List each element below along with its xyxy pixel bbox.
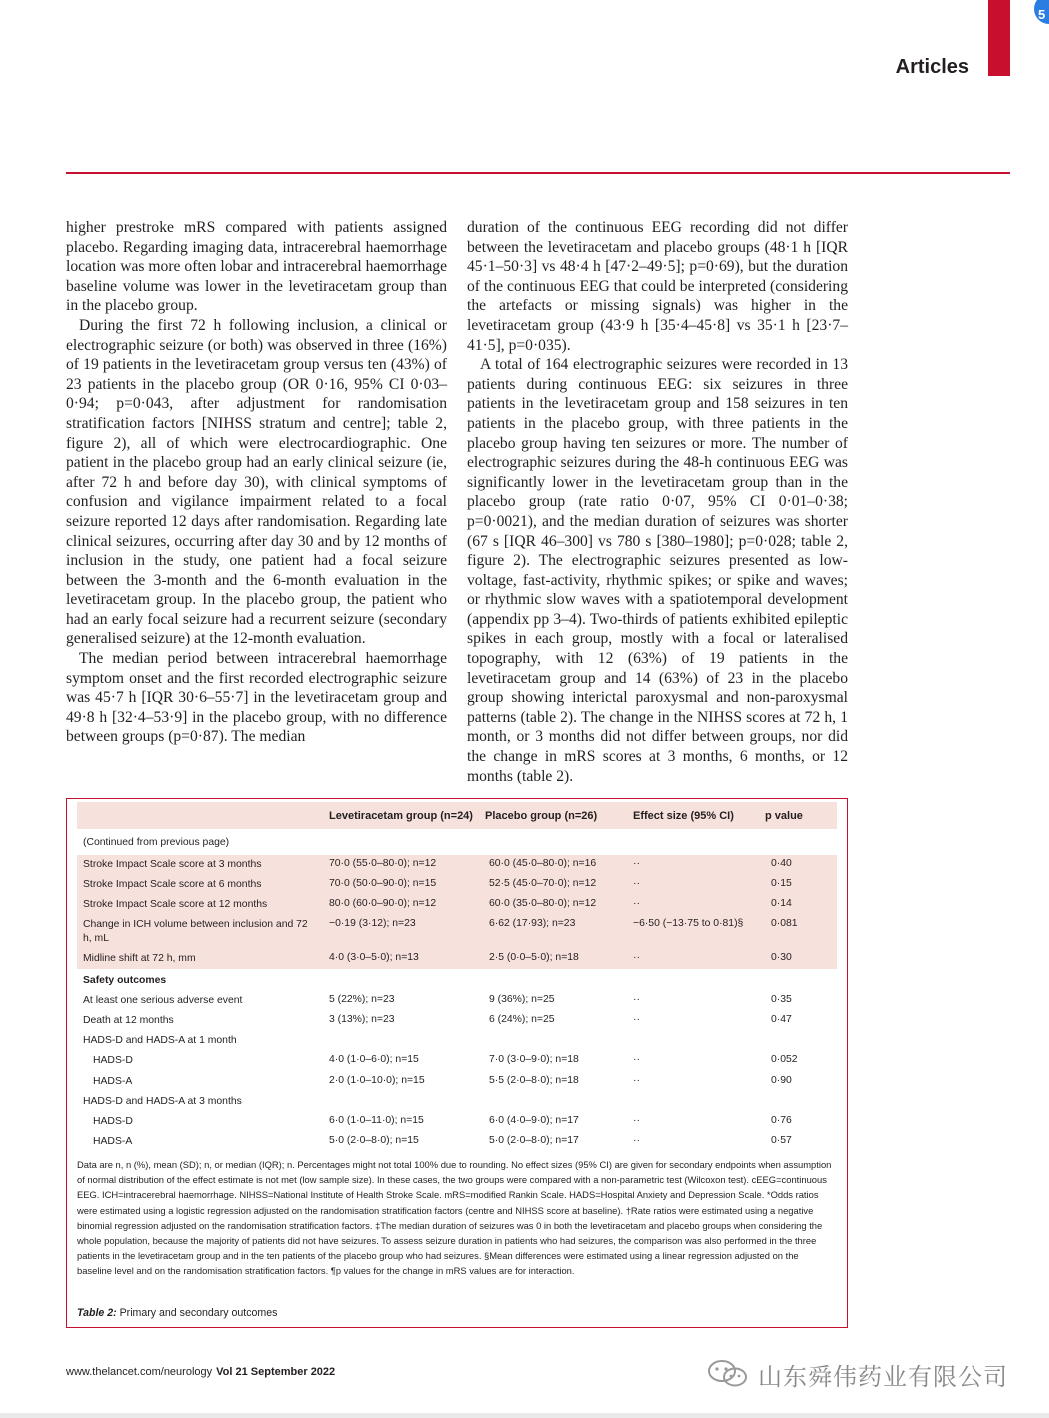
- column-header: Effect size (95% CI): [633, 810, 734, 822]
- table-row: (Continued from previous page): [83, 837, 230, 848]
- paragraph: duration of the continuous EEG recording did not differ between the levetiracetam and placebo groups (48·1 h [IQR 45·1–50·3] vs 48·4 h [47·2–49·5]; p=0·69), but the duration of the continuous EEG that could be interpreted (considering the artefacts or missing signals) was higher in the levetiracetam group (43·9 h [35·4–45·8] vs 35·1 h [23·7–41·5], p=0·035).: [467, 219, 848, 354]
- watermark: [706, 1354, 1016, 1394]
- table-row: HADS-D 4·0 (1·0–6·0); n=15 7·0 (3·0–9·0); n=18 ·· 0·052: [93, 1054, 798, 1066]
- header-rule: [66, 172, 1010, 174]
- paragraph: A total of 164 electrographic seizures were recorded in 13 patients during continuous EEG: six seizures in three patients in the levetiracetam group and 158 seizures in ten patients in the placebo group, with three patients in the placebo group having ten seizures or more. The number of electrographic seizures during the 48-h continuous EEG was significantly lower in the levetiracetam group than in the placebo group (rate ratio 0·07, 95% CI 0·01–0·38; p=0·0021), and the median duration of seizures was shorter (67 s [IQR 46–300] vs 780 s [380–1980]; p=0·028; table 2, figure 2). The electrographic seizures presented as low-voltage, fast-activity, rhythmic spikes; or spike and waves; or rhythmic slow waves with a spatiotemporal development (appendix pp 3–4). Two-thirds of patients exhibited epileptic spikes in each group, mostly with a focal or lateralised topography, with 12 (63%) of 19 patients in the levetiracetam group and 14 (63%) of 23 in the placebo group showing interictal paroxysmal and non-paroxysmal patterns (table 2). The change in the NIHSS scores at 72 h, 1 month, or 3 months did not differ between groups, nor did the change in mRS scores at 3 months, 6 months, or 12 months (table 2).: [467, 356, 848, 785]
- column-header: Placebo group (n=26): [485, 810, 598, 822]
- table-caption-label: Table 2:: [77, 1307, 117, 1319]
- column-header: p value: [765, 810, 803, 822]
- paragraph: The median period between intracerebral haemorrhage symptom onset and the first recorded electrographic seizure was 45·7 h [IQR 30·6–55·7] in the levetiracetam group and 49·8 h [32·4–53·9] in the placebo group, with no difference between groups (p=0·87). The median: [66, 650, 447, 746]
- journal-color-tab: [988, 0, 1010, 76]
- table-2: [66, 798, 848, 1328]
- table-row: Change in ICH volume between inclusion and 72 h, mL −0·19 (3·12); n=23 6·62 (17·93); n=23 −6·50 (−13·75 to 0·81)§ 0·081: [77, 915, 837, 949]
- body-column-right: [467, 218, 848, 786]
- table-row: HADS-D and HADS-A at 1 month: [83, 1035, 237, 1046]
- page-bottom-edge: [0, 1413, 1049, 1418]
- wechat-icon: [706, 1358, 750, 1390]
- table-header-row: [77, 802, 837, 829]
- table-row: Stroke Impact Scale score at 12 months 80·0 (60·0–90·0); n=12 60·0 (35·0–80·0); n=12 ·· 0·14: [77, 895, 837, 915]
- table-row: At least one serious adverse event 5 (22%); n=23 9 (36%); n=25 ·· 0·35: [83, 994, 792, 1006]
- body-column-left: [66, 218, 447, 747]
- paragraph: higher prestroke mRS compared with patients assigned placebo. Regarding imaging data, intracerebral haemorrhage location was more often lobar and intracerebral haemorrhage baseline volume was lower in the levetiracetam group than in the placebo group.: [66, 219, 447, 315]
- page-footer: [66, 1366, 335, 1378]
- column-header: Levetiracetam group (n=24): [329, 810, 473, 822]
- watermark-text: 山东舜伟药业有限公司: [758, 1363, 1008, 1391]
- table-footnotes: Data are n, n (%), mean (SD); n, or median (IQR); n. Percentages might not total 100% due to rounding. No effect sizes (95% CI) are given for secondary endpoints when assumption of normal distribution of the effect estimate is not met (low sample size). In these cases, the two groups were compared with a non-parametric test (Wilcoxon test). cEEG=continuous EEG. ICH=intracerebral haemorrhage. NIHSS=National Institute of Health Stroke Scale. mRS=modified Rankin Scale. HADS=Hospital Anxiety and Depression Scale. *Odds ratios were estimated using a logistic regression adjusted on the randomisation stratification factors (centre and NIHSS score at baseline). †Rate ratios were estimated using a negative binomial regression adjusted on the randomisation stratification factors. ‡The median duration of seizures was 0 in both the levetiracetam and placebo groups when considering the whole population, because the majority of patients did not have seizures. To assess seizure duration in patients who had seizures, the comparison was also performed in the three patients in the levetiracetam group and in the ten patients of the placebo group who had seizures. §Mean differences were estimated using a linear regression adjusted on the baseline level and on the randomisation stratification factors. ¶p values for the change in mRS values are for interaction.: [77, 1159, 832, 1277]
- table-row: Stroke Impact Scale score at 3 months 70·0 (55·0–80·0); n=12 60·0 (45·0–80·0); n=16 ·· 0·40: [77, 855, 837, 875]
- journal-url: www.thelancet.com/neurology: [66, 1366, 213, 1378]
- journal-issue: Vol 21 September 2022: [216, 1366, 336, 1378]
- table-section-heading: Safety outcomes: [83, 975, 167, 986]
- table-row: Midline shift at 72 h, mm 4·0 (3·0–5·0); n=13 2·5 (0·0–5·0); n=18 ·· 0·30: [77, 949, 837, 969]
- section-title: Articles: [895, 56, 969, 78]
- overlay-badge-icon: 5: [1034, 0, 1049, 24]
- table-row: Death at 12 months 3 (13%); n=23 6 (24%); n=25 ·· 0·47: [83, 1014, 792, 1026]
- table-row: HADS-A 5·0 (2·0–8·0); n=15 5·0 (2·0–8·0); n=17 ·· 0·57: [93, 1135, 792, 1147]
- table-caption-text: Primary and secondary outcomes: [119, 1307, 278, 1319]
- paragraph: During the first 72 h following inclusion, a clinical or electrographic seizure (or both) was observed in three (16%) of 19 patients in the levetiracetam group versus ten (43%) of 23 patients in the placebo group (OR 0·16, 95% CI 0·03–0·94; p=0·043, after adjustment for randomisation stratification factors [NIHSS stratum and centre]; table 2, figure 2), all of which were electrocardiographic. One patient in the placebo group had an early clinical seizure (ie, after 72 h and before day 30), with clinical symptoms of confusion and vigilance impairment related to a focal seizure reported 12 days after randomisation. Regarding late clinical seizures, occurring after day 30 and by 12 months of inclusion in the study, one patient had a focal seizure between the 3-month and the 6-month evaluation in the levetiracetam group. In the placebo group, the patient who had an early focal seizure had a recurrent seizure (secondary generalised seizure) at the 12-month evaluation.: [66, 316, 447, 648]
- table-row: HADS-A 2·0 (1·0–10·0); n=15 5·5 (2·0–8·0); n=18 ·· 0·90: [93, 1075, 792, 1087]
- table-caption: [77, 1307, 277, 1319]
- table-row: HADS-D and HADS-A at 3 months: [83, 1096, 242, 1107]
- table-row: HADS-D 6·0 (1·0–11·0); n=15 6·0 (4·0–9·0); n=17 ·· 0·76: [93, 1115, 792, 1127]
- table-row: Stroke Impact Scale score at 6 months 70·0 (50·0–90·0); n=15 52·5 (45·0–70·0); n=12 ·· 0·15: [77, 875, 837, 895]
